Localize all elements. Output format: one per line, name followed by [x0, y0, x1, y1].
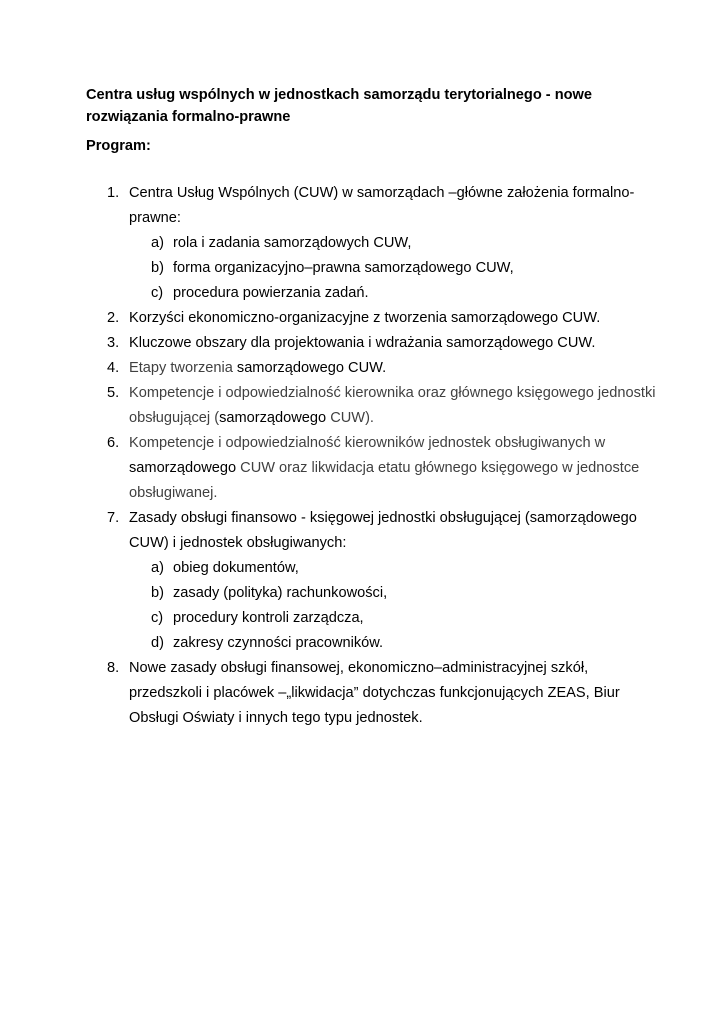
- subitem-text: forma organizacyjno–prawna samorządowego CUW,: [173, 260, 514, 276]
- item-text-b: samorządowego: [219, 410, 327, 426]
- item-number: 4.: [107, 360, 120, 376]
- document-title: Centra usług wspólnych w jednostkach samorządu terytorialnego - nowe rozwiązania formalno-prawne: [86, 87, 593, 125]
- item-text-a: Kompetencje i odpowiedzialność kierownika oraz głównego księgowego jednostki obsługującej (: [129, 385, 656, 426]
- list-item-4: [0, 356, 725, 381]
- item-text: Korzyści ekonomiczno-organizacyjne z tworzenia samorządowego CUW.: [129, 310, 601, 326]
- subitem-letter: b): [151, 585, 164, 601]
- subitem-1a: [0, 231, 725, 256]
- item-number: 6.: [107, 435, 120, 451]
- subitem-letter: c): [151, 610, 164, 626]
- item-number: 8.: [107, 660, 120, 676]
- item-text-b: samorządowego CUW.: [236, 360, 387, 376]
- item-text-a: Kompetencje i odpowiedzialność kierowników jednostek obsługiwanych w: [129, 435, 606, 451]
- program-list: [0, 181, 725, 731]
- item-number: 5.: [107, 385, 120, 401]
- subitem-7a: [0, 556, 725, 581]
- item-text-a: Etapy tworzenia: [129, 360, 237, 376]
- subitem-text: procedura powierzania zadań.: [173, 285, 369, 301]
- item-text-c: CUW oraz likwidacja etatu głównego księgowego w jednostce obsługiwanej.: [129, 460, 640, 501]
- item-number: 1.: [107, 185, 120, 201]
- list-item-7: [0, 506, 725, 556]
- item-text: Centra Usług Wspólnych (CUW) w samorządach –główne założenia formalno-prawne:: [129, 185, 635, 226]
- subitem-text: rola i zadania samorządowych CUW,: [173, 235, 412, 251]
- item-text-c: CUW).: [326, 410, 374, 426]
- subitem-7d: [0, 631, 725, 656]
- subitem-1b: [0, 256, 725, 281]
- list-item-8: [0, 656, 725, 731]
- item-text: Kluczowe obszary dla projektowania i wdrażania samorządowego CUW.: [129, 335, 596, 351]
- list-item-2: [0, 306, 725, 331]
- item-number: 3.: [107, 335, 120, 351]
- subitem-text: obieg dokumentów,: [173, 560, 299, 576]
- list-item-6: [0, 431, 725, 506]
- subitem-text: procedury kontroli zarządcza,: [173, 610, 364, 626]
- subitem-letter: d): [151, 635, 164, 651]
- list-item-1: [0, 181, 725, 231]
- item-number: 2.: [107, 310, 120, 326]
- subitem-text: zasady (polityka) rachunkowości,: [173, 585, 388, 601]
- subitem-letter: a): [151, 235, 164, 251]
- subitem-7b: [0, 581, 725, 606]
- item-text-b: samorządowego: [129, 460, 237, 476]
- subitem-letter: c): [151, 285, 164, 301]
- list-item-3: [0, 331, 725, 356]
- item-number: 7.: [107, 510, 120, 526]
- subitem-text: zakresy czynności pracowników.: [173, 635, 384, 651]
- list-item-5: [0, 381, 725, 431]
- item-text: Nowe zasady obsługi finansowej, ekonomiczno–administracyjnej szkół, przedszkoli i placówek –„likwidacja” dotychczas funkcjonujących ZEAS, Biur Obsługi Oświaty i innych tego typu jednostek.: [129, 660, 620, 726]
- subitem-7c: [0, 606, 725, 631]
- program-label: Program:: [86, 138, 151, 154]
- subitem-letter: a): [151, 560, 164, 576]
- subitem-letter: b): [151, 260, 164, 276]
- subitem-1c: [0, 281, 725, 306]
- item-text: Zasady obsługi finansowo - księgowej jednostki obsługującej (samorządowego CUW) i jednostek obsługiwanych:: [129, 510, 637, 551]
